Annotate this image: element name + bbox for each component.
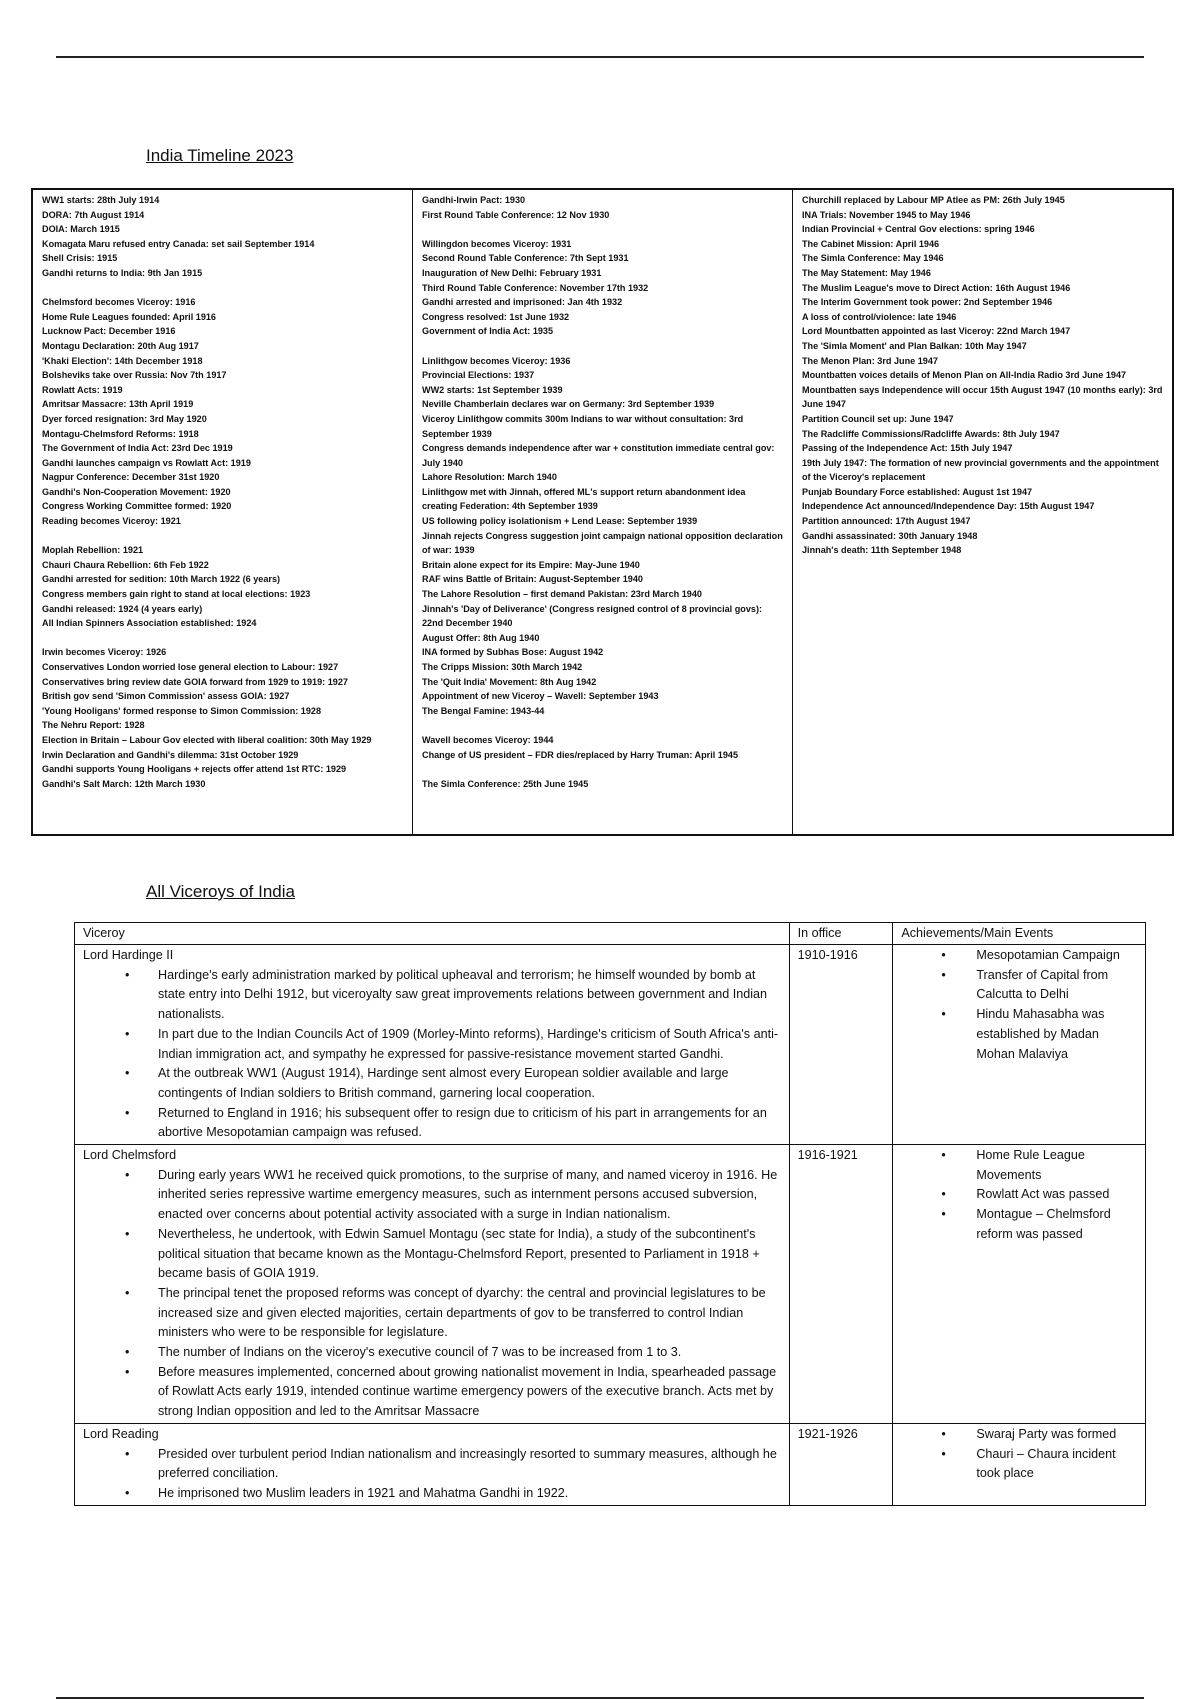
viceroys-table [74,922,1146,1506]
timeline-spacer [422,762,783,777]
detail-item: • The principal tenet the proposed reforms was concept of dyarchy: the central and provincial legislatures to be increased size and given elected majorities, certain departments of gov to be transferred to control Indian ministers who were to be responsible for legislature. [158,1284,781,1343]
timeline-title: India Timeline 2023 [146,146,294,165]
timeline-entry: Komagata Maru refused entry Canada: set sail September 1914 [42,238,315,249]
timeline-entry: Third Round Table Conference: November 17th 1932 [422,282,649,293]
timeline-entry: The 'Quit India' Movement: 8th Aug 1942 [422,676,597,687]
timeline-entry: Government of India Act: 1935 [422,326,554,337]
achievements-list [901,1425,1137,1484]
achievement-item: • Hindu Mahasabha was established by Madan Mohan Malaviya [976,1005,1137,1064]
in-office-cell: 1921-1926 [789,1423,893,1505]
detail-item: • At the outbreak WW1 (August 1914), Hardinge sent almost every European soldier available and large contingents of Indian soldiers to British command, garnering local cooperation. [158,1064,781,1103]
timeline-entry: RAF wins Battle of Britain: August-September 1940 [422,574,643,585]
timeline-entry: Lahore Resolution: March 1940 [422,472,557,483]
viceroy-name: Lord Reading [83,1426,159,1441]
timeline-entry: The Nehru Report: 1928 [42,720,145,731]
timeline-entry: Irwin Declaration and Gandhi's dilemma: 31st October 1929 [42,749,299,760]
timeline-entry: Rowlatt Acts: 1919 [42,384,123,395]
timeline-entry: Congress Working Committee formed: 1920 [42,501,232,512]
in-office-cell: 1910-1916 [789,945,893,1145]
timeline-entry: The Simla Conference: 25th June 1945 [422,778,589,789]
timeline-entry: Congress demands independence after war + constitution immediate central gov: July 1940 [422,443,777,468]
timeline-entry: Bolsheviks take over Russia: Nov 7th 1917 [42,370,227,381]
timeline-entry: Gandhi-Irwin Pact: 1930 [422,195,526,205]
timeline-entry: Appointment of new Viceroy – Wavell: September 1943 [422,691,659,702]
table-row [75,1145,1146,1424]
viceroys-title: All Viceroys of India [146,882,295,901]
timeline-entry: The May Statement: May 1946 [802,267,931,278]
timeline-entry: Congress resolved: 1st June 1932 [422,311,570,322]
timeline-entry: British gov send 'Simon Commission' assess GOIA: 1927 [42,691,290,702]
timeline-entry: Jinnah's death: 11th September 1948 [802,545,962,556]
detail-item: • During early years WW1 he received quick promotions, to the surprise of many, and named viceroy in 1916. He inherited series repressive wartime emergency measures, such as internment persons accused subversion, enacted over concerns about potential activity associated with a surge in Indian nationalism. [158,1166,781,1225]
timeline-entry: Independence Act announced/Independence Day: 15th August 1947 [802,501,1095,512]
timeline-entry: DORA: 7th August 1914 [42,209,145,220]
timeline-entry: Election in Britain – Labour Gov elected with liberal coalition: 30th May 1929 [42,734,372,745]
viceroy-cell [75,1145,790,1424]
timeline-entry: The Bengal Famine: 1943-44 [422,705,545,716]
achievement-item: • Transfer of Capital from Calcutta to Delhi [976,966,1137,1005]
timeline-entry: Provincial Elections: 1937 [422,370,535,381]
timeline-entry: 'Young Hooligans' formed response to Simon Commission: 1928 [42,705,322,716]
timeline-entry: Gandhi's Salt March: 12th March 1930 [42,778,206,789]
detail-item: • Returned to England in 1916; his subsequent offer to resign due to criticism of his part in arrangements for an abortive Mesopotamian campaign was refused. [158,1104,781,1143]
viceroy-details-list [83,1166,781,1422]
header-viceroy: Viceroy [75,923,790,945]
timeline-entry: 'Khaki Election': 14th December 1918 [42,355,203,366]
table-row [75,1423,1146,1505]
timeline-entry: Inauguration of New Delhi: February 1931 [422,267,602,278]
achievements-cell [893,1145,1146,1424]
timeline-entry: Moplah Rebellion: 1921 [42,545,144,556]
timeline-entry: All Indian Spinners Association established: 1924 [42,618,257,629]
in-office-cell: 1916-1921 [789,1145,893,1424]
timeline-entry: The Radcliffe Commissions/Radcliffe Awards: 8th July 1947 [802,428,1060,439]
timeline-entry: Change of US president – FDR dies/replaced by Harry Truman: April 1945 [422,749,739,760]
timeline-entry: Chauri Chaura Rebellion: 6th Feb 1922 [42,559,209,570]
achievements-cell [893,945,1146,1145]
timeline-entry: The Cabinet Mission: April 1946 [802,238,940,249]
timeline-column-1 [33,190,413,834]
timeline-entry: A loss of control/violence: late 1946 [802,311,957,322]
timeline-column-2 [413,190,793,834]
timeline-entry: Linlithgow met with Jinnah, offered ML's support return abandonment idea creating Federation: 4th September 1939 [422,486,749,512]
timeline-entry: Gandhi supports Young Hooligans + rejects offer attend 1st RTC: 1929 [42,764,347,775]
detail-item: • The number of Indians on the viceroy's executive council of 7 was to be increased from 1 to 3. [158,1343,781,1363]
timeline-entry: Gandhi's Non-Cooperation Movement: 1920 [42,486,231,497]
timeline-entry: Conservatives bring review date GOIA forward from 1929 to 1919: 1927 [42,676,348,687]
timeline-spacer [422,718,783,733]
timeline-spacer [42,529,403,544]
timeline-entry: Montagu-Chelmsford Reforms: 1918 [42,428,199,439]
timeline-entry: 19th July 1947: The formation of new provincial governments and the appointment of the Viceroy's replacement [802,457,1162,483]
header-in-office: In office [789,923,893,945]
timeline-entry: Conservatives London worried lose general election to Labour: 1927 [42,662,339,672]
timeline-entry: Reading becomes Viceroy: 1921 [42,516,181,527]
achievement-item: • Rowlatt Act was passed [976,1185,1137,1205]
timeline-entry: Montagu Declaration: 20th Aug 1917 [42,340,199,351]
timeline-entry: Britain alone expect for its Empire: May-June 1940 [422,559,640,570]
timeline-entry: Gandhi arrested and imprisoned: Jan 4th 1932 [422,297,623,308]
timeline-entry: WW2 starts: 1st September 1939 [422,384,563,395]
timeline-entry: The Lahore Resolution – first demand Pakistan: 23rd March 1940 [422,589,702,600]
timeline-entry: The Menon Plan: 3rd June 1947 [802,355,938,366]
viceroy-cell [75,945,790,1145]
timeline-entry: Partition Council set up: June 1947 [802,413,954,424]
timeline-entry: Shell Crisis: 1915 [42,253,118,264]
timeline-entry: Mountbatten says Independence will occur 15th August 1947 (10 months early): 3rd June 1947 [802,384,1165,410]
timeline-entry: INA Trials: November 1945 to May 1946 [802,209,971,220]
viceroy-details-list [83,1445,781,1504]
header-achievements: Achievements/Main Events [893,923,1146,945]
timeline-box [31,188,1174,836]
viceroys-table-body [75,945,1146,1506]
achievement-item: • Mesopotamian Campaign [976,946,1137,966]
timeline-entry: INA formed by Subhas Bose: August 1942 [422,647,604,658]
timeline-entry: First Round Table Conference: 12 Nov 1930 [422,209,610,220]
timeline-spacer [42,281,403,296]
achievements-cell [893,1423,1146,1505]
timeline-entry: Jinnah's 'Day of Deliverance' (Congress resigned control of 8 provincial govs): 22nd December 1940 [422,603,765,629]
timeline-entry: Second Round Table Conference: 7th Sept 1931 [422,253,629,264]
timeline-entry: Neville Chamberlain declares war on Germany: 3rd September 1939 [422,399,715,410]
timeline-entry: Linlithgow becomes Viceroy: 1936 [422,355,571,366]
achievement-item: • Chauri – Chaura incident took place [976,1445,1137,1484]
timeline-entry: Gandhi arrested for sedition: 10th March 1922 (6 years) [42,574,281,585]
timeline-spacer [422,222,783,237]
table-header-row [75,923,1146,945]
timeline-entry: Churchill replaced by Labour MP Atlee as PM: 26th July 1945 [802,195,1065,205]
timeline-entry: Congress members gain right to stand at local elections: 1923 [42,589,311,600]
achievement-item: • Montague – Chelmsford reform was passed [976,1205,1137,1244]
table-row [75,945,1146,1145]
timeline-entry: WW1 starts: 28th July 1914 [42,195,160,205]
timeline-entry: Partition announced: 17th August 1947 [802,516,971,527]
timeline-entry: Gandhi returns to India: 9th Jan 1915 [42,267,203,278]
timeline-entry: Passing of the Independence Act: 15th July 1947 [802,443,1013,454]
timeline-entry: Gandhi released: 1924 (4 years early) [42,603,203,614]
detail-item: • Before measures implemented, concerned about growing nationalist movement in India, spearheaded passage of Rowlatt Acts early 1919, intended continue wartime emergency powers of the executive branch. Acts met by strong Indian opposition and led to the Amritsar Massacre [158,1363,781,1422]
achievements-list [901,1146,1137,1245]
detail-item: • In part due to the Indian Councils Act of 1909 (Morley-Minto reforms), Hardinge's criticism of South Africa's anti-Indian immigration act, and sympathy he expressed for passive-resistance movement started Gandhi. [158,1025,781,1064]
timeline-entry: The Government of India Act: 23rd Dec 1919 [42,443,233,454]
achievement-item: • Swaraj Party was formed [976,1425,1137,1445]
detail-item: • Hardinge's early administration marked by political upheaval and terrorism; he himself wounded by bomb at state entry into Delhi 1912, but viceroyalty saw great improvements relations between government and Indian nationalists. [158,966,781,1025]
timeline-entry: Gandhi launches campaign vs Rowlatt Act: 1919 [42,457,251,468]
timeline-entry: The Muslim League's move to Direct Action: 16th August 1946 [802,282,1071,293]
timeline-entry: Jinnah rejects Congress suggestion joint campaign national opposition declaration of war: 1939 [422,530,786,556]
timeline-entry: DOIA: March 1915 [42,224,120,235]
viceroy-details-list [83,966,781,1143]
timeline-entry: Viceroy Linlithgow commits 300m Indians to war without consultation: 3rd September 1939 [422,413,746,439]
timeline-entry: The 'Simla Moment' and Plan Balkan: 10th May 1947 [802,340,1027,351]
timeline-entry: Irwin becomes Viceroy: 1926 [42,647,167,658]
timeline-entry: Home Rule Leagues founded: April 1916 [42,311,216,322]
timeline-entry: Gandhi assassinated: 30th January 1948 [802,530,978,541]
timeline-entry: The Interim Government took power: 2nd September 1946 [802,297,1053,308]
timeline-entry: Dyer forced resignation: 3rd May 1920 [42,413,207,424]
timeline-entry: The Simla Conference: May 1946 [802,253,944,264]
detail-item: • He imprisoned two Muslim leaders in 1921 and Mahatma Gandhi in 1922. [158,1484,781,1504]
timeline-spacer [42,631,403,646]
viceroy-cell [75,1423,790,1505]
timeline-entry: Amritsar Massacre: 13th April 1919 [42,399,194,410]
timeline-entry: Lucknow Pact: December 1916 [42,326,176,337]
viceroy-name: Lord Chelmsford [83,1148,177,1163]
detail-item: • Presided over turbulent period Indian nationalism and increasingly resorted to summary measures, although he preferred conciliation. [158,1445,781,1484]
timeline-entry: Nagpur Conference: December 31st 1920 [42,472,220,483]
timeline-entry: Chelmsford becomes Viceroy: 1916 [42,297,196,308]
achievements-list [901,946,1137,1064]
top-rule [56,56,1144,58]
timeline-spacer [422,339,783,354]
timeline-column-3 [793,190,1172,834]
timeline-entry: The Cripps Mission: 30th March 1942 [422,662,583,672]
timeline-entry: Indian Provincial + Central Gov elections: spring 1946 [802,224,1035,235]
timeline-entry: Mountbatten voices details of Menon Plan on All-India Radio 3rd June 1947 [802,370,1127,381]
timeline-entry: Punjab Boundary Force established: August 1st 1947 [802,486,1033,497]
timeline-entry: Wavell becomes Viceroy: 1944 [422,734,554,745]
timeline-entry: US following policy isolationism + Lend Lease: September 1939 [422,516,698,527]
viceroy-name: Lord Hardinge II [83,948,174,962]
detail-item: • Nevertheless, he undertook, with Edwin Samuel Montagu (sec state for India), a study of the subcontinent's political situation that became known as the Montagu-Chelmsford Report, presented to Parliament in 1918 + became basis of GOIA 1919. [158,1225,781,1284]
timeline-entry: August Offer: 8th Aug 1940 [422,632,540,643]
achievement-item: • Home Rule League Movements [976,1146,1137,1185]
bottom-rule [56,1697,1144,1699]
timeline-entry: Lord Mountbatten appointed as last Viceroy: 22nd March 1947 [802,326,1071,337]
timeline-entry: Willingdon becomes Viceroy: 1931 [422,238,572,249]
